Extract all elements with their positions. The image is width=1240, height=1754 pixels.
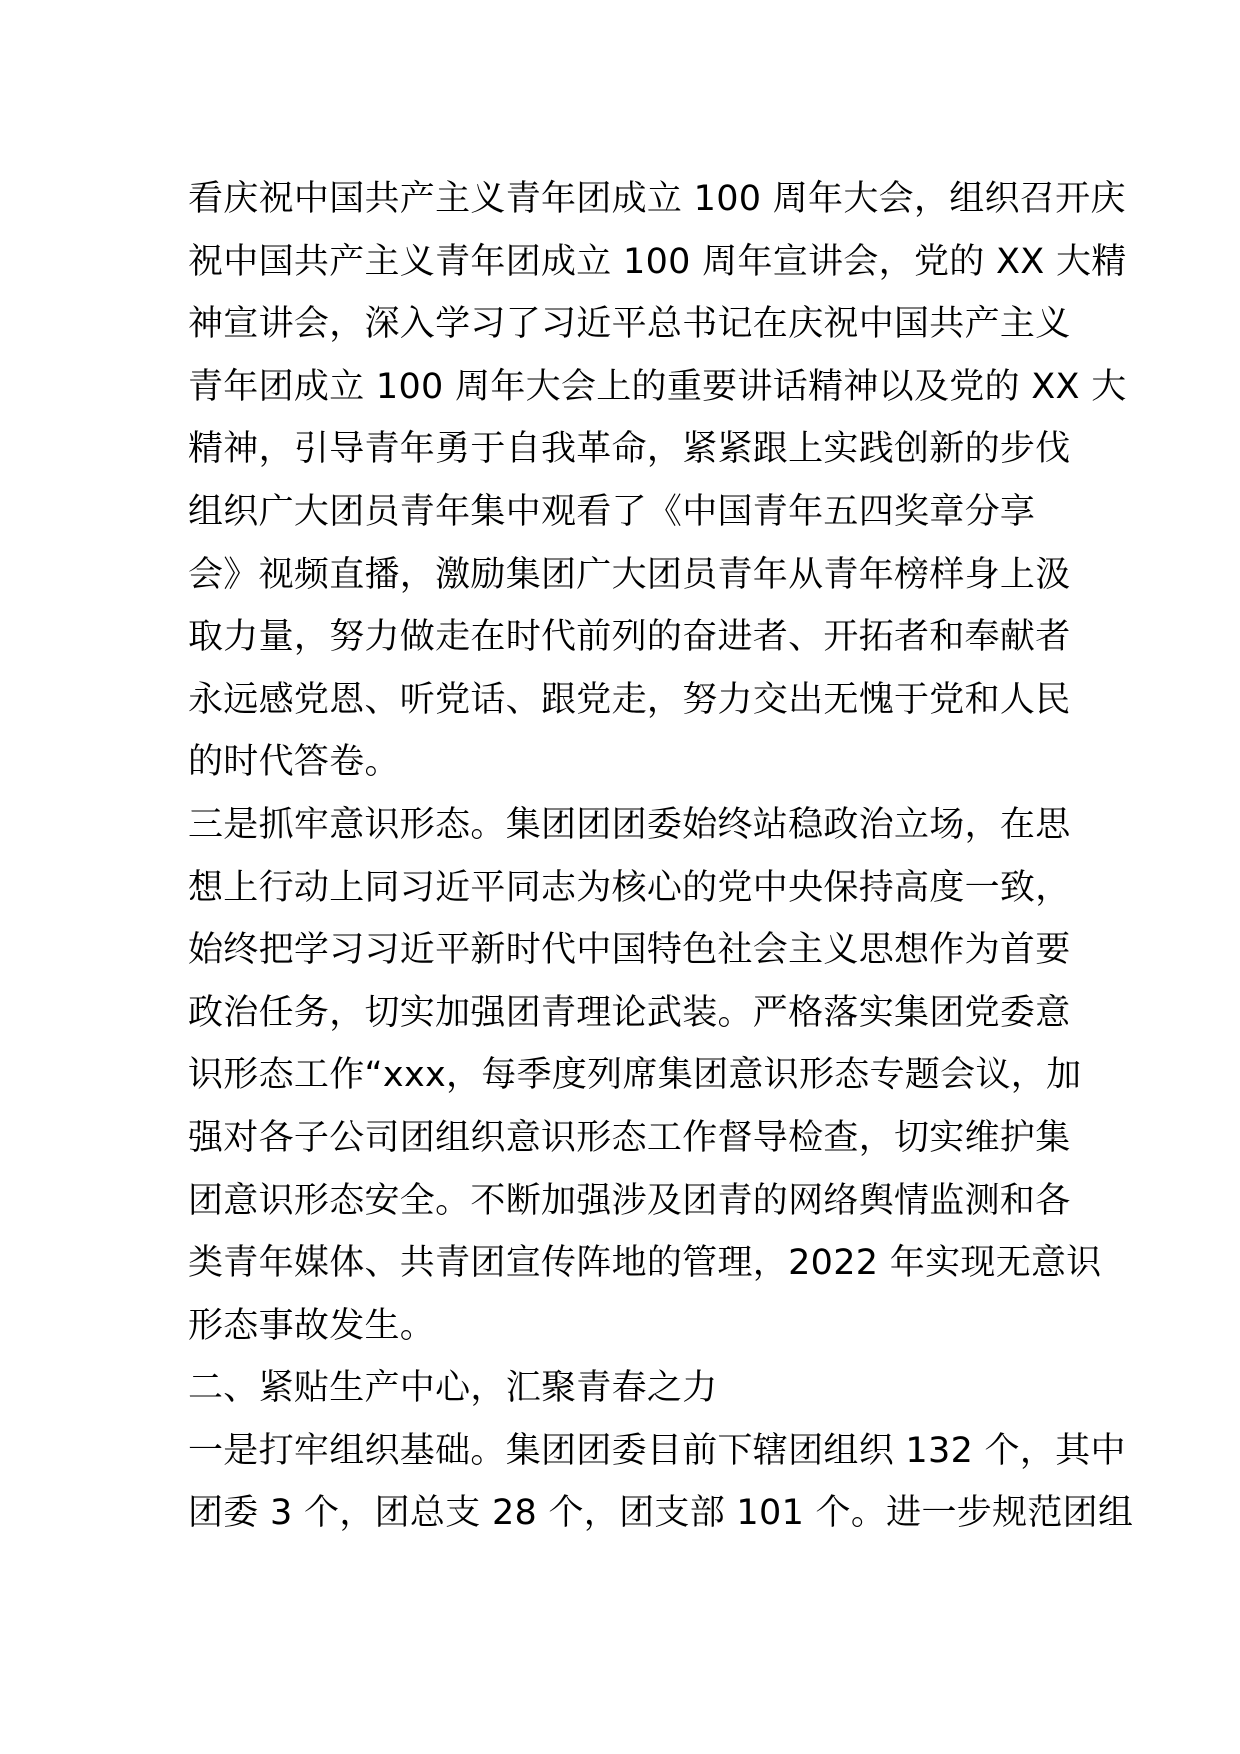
text-line: 强对各子公司团组织意识形态工作督导检查，切实维护集 [188, 1117, 1071, 1158]
text-line: 永远感党恩、听党话、跟党走，努力交出无愧于党和人民 [188, 679, 1071, 720]
text-line: 青年团成立 100 周年大会上的重要讲话精神以及党的 XX 大 [188, 366, 1127, 407]
text-line: 政治任务，切实加强团青理论武装。严格落实集团党委意 [188, 992, 1071, 1033]
text-line: 的时代答卷。 [188, 742, 400, 783]
document-body [188, 168, 1134, 1545]
section-heading: 二、紧贴生产中心，汇聚青春之力 [188, 1368, 718, 1409]
text-line: 会》视频直播，激励集团广大团员青年从青年榜样身上汲 [188, 554, 1071, 595]
text-line: 组织广大团员青年集中观看了《中国青年五四奖章分享 [188, 491, 1036, 532]
text-line: 团委 3 个，团总支 28 个，团支部 101 个。进一步规范团组 [188, 1493, 1134, 1534]
text-line: 三是抓牢意识形态。集团团团委始终站稳政治立场，在思 [188, 804, 1071, 845]
text-line: 看庆祝中国共产主义青年团成立 100 周年大会，组织召开庆 [188, 179, 1126, 219]
text-line: 形态事故发生。 [188, 1305, 436, 1346]
text-line: 神宣讲会，深入学习了习近平总书记在庆祝中国共产主义 [188, 304, 1071, 345]
text-line: 想上行动上同习近平同志为核心的党中央保持高度一致， [188, 867, 1071, 908]
text-line: 始终把学习习近平新时代中国特色社会主义思想作为首要 [188, 930, 1071, 971]
text-line: 祝中国共产主义青年团成立 100 周年宣讲会，党的 XX 大精 [188, 241, 1127, 282]
text-line: 精神，引导青年勇于自我革命，紧紧跟上实践创新的步伐 [188, 429, 1071, 470]
text-line: 类青年媒体、共青团宣传阵地的管理，2022 年实现无意识 [188, 1243, 1102, 1284]
text-line: 取力量，努力做走在时代前列的奋进者、开拓者和奉献者 [188, 617, 1071, 658]
text-line: 识形态工作“xxx，每季度列席集团意识形态专题会议，加 [188, 1055, 1082, 1096]
text-line: 团意识形态安全。不断加强涉及团青的网络舆情监测和各 [188, 1180, 1071, 1221]
text-line: 一是打牢组织基础。集团团委目前下辖团组织 132 个，其中 [188, 1430, 1126, 1471]
